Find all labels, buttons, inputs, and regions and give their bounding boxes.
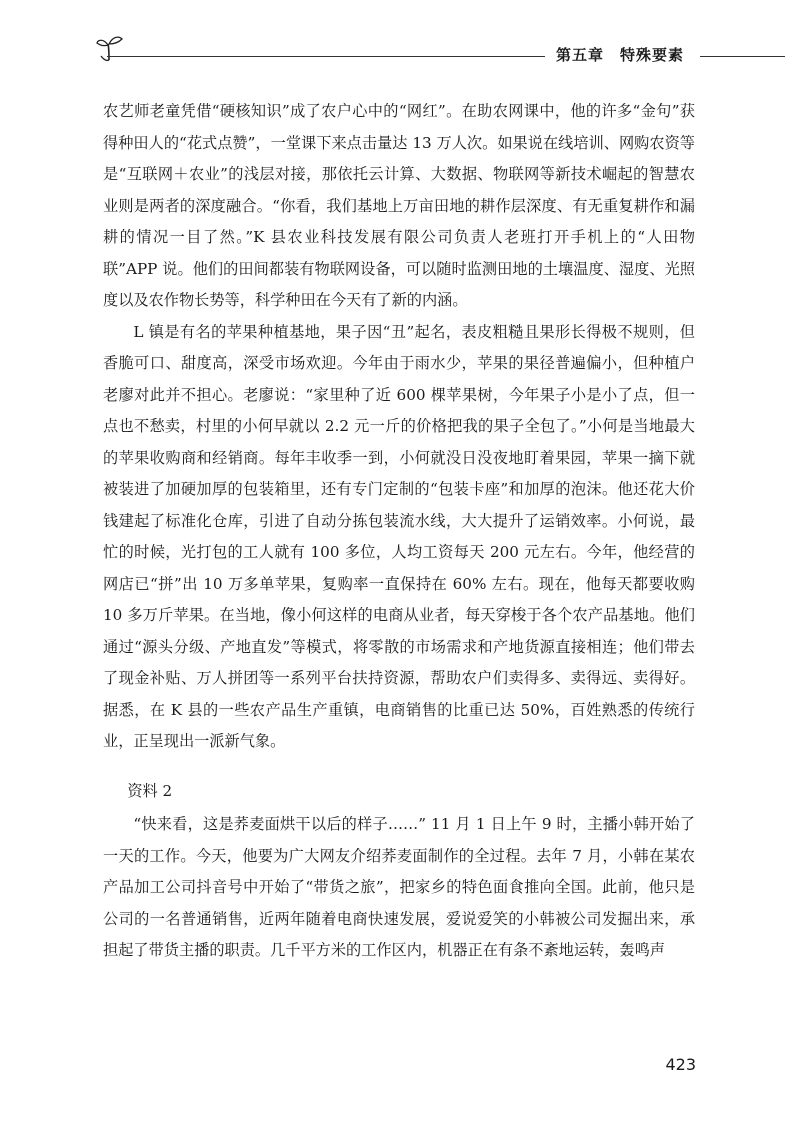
page-body bbox=[103, 96, 695, 967]
paragraph: “快来看，这是荞麦面烘干以后的样子……” 11 月 1 日上午 9 时，主播小韩开始了一天的工作。今天，他要为广大网友介绍荞麦面制作的全过程。去年 7 月，小韩在某农产品加工公司抖音号中开始了“带货之旅”，把家乡的特色面食推向全国。此前，他只是公司的一名普通销售，近两年随着电商快速发展，爱说爱笑的小韩被公司发掘出来，承担起了带货主播的职责。几千平方米的工作区内，机器正在有条不紊地运转，轰鸣声 bbox=[103, 815, 695, 959]
page-number: 423 bbox=[665, 1055, 696, 1074]
paragraph: 农艺师老童凭借“硬核知识”成了农户心中的“网红”。在助农网课中，他的许多“金句”获得种田人的“花式点赞”，一堂课下来点击量达 13 万人次。如果说在线培训、网购农资等是“互联网＋农业”的浅层对接，那依托云计算、大数据、物联网等新技术崛起的智慧农业则是两者的深度融合。“你看，我们基地上万亩田地的耕作层深度、有无重复耕作和漏耕的情况一目了然。”K 县农业科技发展有限公司负责人老班打开手机上的“人田物联”APP 说。他们的田间都装有物联网设备，可以随时监测田地的土壤温度、湿度、光照度以及农作物长势等，科学种田在今天有了新的内涵。 bbox=[103, 102, 695, 309]
header-rule-right bbox=[700, 56, 785, 57]
running-header bbox=[95, 30, 785, 70]
paragraph: L 镇是有名的苹果种植基地，果子因“丑”起名，表皮粗糙且果形长得极不规则，但香脆可口、甜度高，深受市场欢迎。今年由于雨水少，苹果的果径普遍偏小，但种植户老廖对此并不担心。老廖说：“家里种了近 600 棵苹果树，今年果子小是小了点，但一点也不愁卖，村里的小何早就以 2.2 元一斤的价格把我的果子全包了。”小何是当地最大的苹果收购商和经销商。每年丰收季一到，小何就没日没夜地盯着果园，苹果一摘下就被装进了加硬加厚的包装箱里，还有专门定制的“包装卡座”和加厚的泡沫。他还花大价钱建起了标准化仓库，引进了自动分拣包装流水线，大大提升了运销效率。小何说，最忙的时候，光打包的工人就有 100 多位，人均工资每天 200 元左右。今年，他经营的网店已“拼”出 10 万多单苹果，复购率一直保持在 60% 左右。现在，他每天都要收购 10 多万斤苹果。在当地，像小何这样的电商从业者，每天穿梭于各个农产品基地。他们通过“源头分级、产地直发”等模式，将零散的市场需求和产地货源直接相连；他们带去了现金补贴、万人拼团等一系列平台扶持资源，帮助农户们卖得多、卖得远、卖得好。据悉，在 K 县的一些农产品生产重镇，电商销售的比重已达 50%，百姓熟悉的传统行业，正呈现出一派新气象。 bbox=[103, 322, 695, 750]
section-heading: 资料 2 bbox=[127, 781, 173, 800]
chapter-title: 第五章 特殊要素 bbox=[545, 44, 695, 65]
sprout-icon bbox=[95, 30, 125, 70]
